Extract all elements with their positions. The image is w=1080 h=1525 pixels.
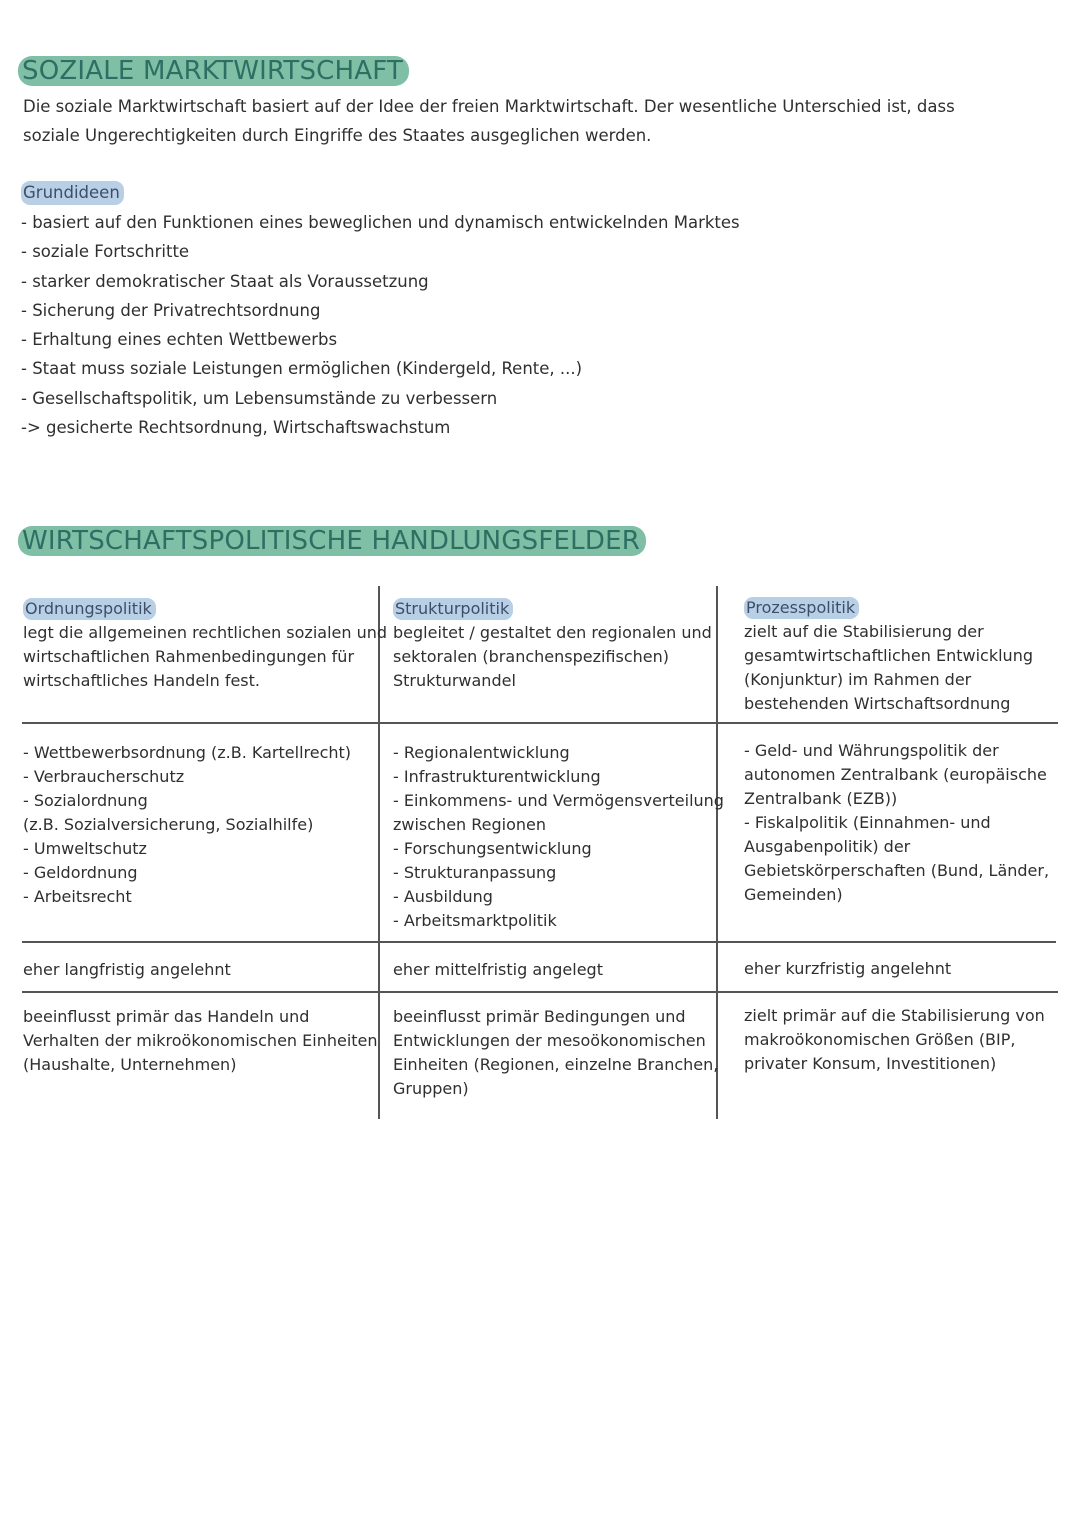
horizon-text: eher kurzfristig angelehnt	[744, 959, 952, 978]
section-title-soziale-marktwirtschaft: SOZIALE MARKTWIRTSCHAFT	[18, 56, 409, 86]
definition-line: (Konjunktur) im Rahmen der	[744, 670, 972, 689]
cell-ordnungspolitik-influence	[23, 1005, 378, 1077]
definition-line: bestehenden Wirtschaftsordnung	[744, 694, 1011, 713]
measure-item: zwischen Regionen	[393, 815, 547, 834]
list-item: - Erhaltung eines echten Wettbewerbs	[21, 330, 338, 350]
measure-item: Ausgabenpolitik) der	[744, 837, 911, 856]
grundideen-title: Grundideen	[21, 181, 124, 205]
cell-strukturpolitik-horizon	[393, 958, 603, 982]
row-divider	[22, 991, 1058, 993]
cell-ordnungspolitik-definition	[23, 597, 387, 693]
list-item: - basiert auf den Funktionen eines beweglichen und dynamisch entwickelnden Marktes	[21, 213, 740, 232]
measure-item: - Infrastrukturentwicklung	[393, 767, 601, 786]
cell-strukturpolitik-measures	[393, 741, 724, 933]
measure-item: Gemeinden)	[744, 885, 843, 904]
list-item: - Sicherung der Privatrechtsordnung	[21, 300, 321, 320]
influence-line: Entwicklungen der mesoökonomischen	[393, 1031, 706, 1050]
definition-line: legt die allgemeinen rechtlichen sozialen und	[23, 623, 388, 642]
list-item: - Staat muss soziale Leistungen ermöglichen (Kindergeld, Rente, ...)	[21, 359, 583, 379]
cell-ordnungspolitik-measures	[23, 741, 351, 909]
definition-line: wirtschaftlichen Rahmenbedingungen für	[23, 647, 355, 666]
influence-line: makroökonomischen Größen (BIP,	[744, 1030, 1016, 1049]
definition-line: Strukturwandel	[393, 671, 516, 690]
measure-item: - Ausbildung	[393, 887, 493, 906]
measure-item: - Forschungsentwicklung	[393, 839, 592, 858]
measure-item: - Strukturanpassung	[393, 863, 557, 882]
influence-line: beeinflusst primär das Handeln und	[23, 1007, 310, 1026]
definition-line: begleitet / gestaltet den regionalen und	[393, 623, 712, 642]
definition-line: zielt auf die Stabilisierung der	[744, 622, 984, 641]
section-title-handlungsfelder: WIRTSCHAFTSPOLITISCHE HANDLUNGSFELDER	[18, 526, 646, 556]
influence-line: (Haushalte, Unternehmen)	[23, 1055, 237, 1074]
measure-item: - Arbeitsmarktpolitik	[393, 911, 557, 930]
measure-item: - Sozialordnung	[23, 791, 148, 810]
influence-line: privater Konsum, Investitionen)	[744, 1054, 997, 1073]
list-item: - soziale Fortschritte	[21, 242, 190, 262]
cell-strukturpolitik-influence	[393, 1005, 718, 1101]
horizon-text: eher mittelfristig angelegt	[393, 960, 603, 979]
cell-strukturpolitik-definition	[393, 597, 712, 693]
measure-item: - Umweltschutz	[23, 839, 147, 858]
measure-item: Gebietskörperschaften (Bund, Länder,	[744, 861, 1050, 880]
row-divider	[22, 722, 1058, 724]
measure-item: (z.B. Sozialversicherung, Sozialhilfe)	[23, 815, 314, 834]
intro-paragraph	[23, 92, 1023, 150]
measure-item: Zentralbank (EZB))	[744, 789, 898, 808]
definition-line: gesamtwirtschaftlichen Entwicklung	[744, 646, 1033, 665]
list-item: - Gesellschaftspolitik, um Lebensumstände zu verbessern	[21, 388, 498, 408]
measure-item: - Fiskalpolitik (Einnahmen- und	[744, 813, 991, 832]
measure-item: - Einkommens- und Vermögensverteilung	[393, 791, 724, 810]
intro-line: Die soziale Marktwirtschaft basiert auf der Idee der freien Marktwirtschaft. Der wesentliche Unterschied ist, dass	[23, 97, 955, 116]
influence-line: Gruppen)	[393, 1079, 469, 1098]
cell-prozesspolitik-definition	[744, 596, 1033, 716]
row-divider	[22, 941, 1056, 943]
measure-item: - Geldordnung	[23, 863, 138, 882]
list-item: -> gesicherte Rechtsordnung, Wirtschaftswachstum	[21, 418, 451, 438]
influence-line: Einheiten (Regionen, einzelne Branchen,	[393, 1055, 719, 1074]
column-title-strukturpolitik: Strukturpolitik	[393, 598, 513, 620]
grundideen-heading	[21, 181, 124, 205]
influence-line: beeinflusst primär Bedingungen und	[393, 1007, 686, 1026]
measure-item: - Arbeitsrecht	[23, 887, 132, 906]
influence-line: zielt primär auf die Stabilisierung von	[744, 1006, 1045, 1025]
cell-ordnungspolitik-horizon	[23, 958, 231, 982]
measure-item: autonomen Zentralbank (europäische	[744, 765, 1047, 784]
measure-item: - Wettbewerbsordnung (z.B. Kartellrecht)	[23, 743, 352, 762]
column-title-ordnungspolitik: Ordnungspolitik	[23, 598, 156, 620]
definition-line: wirtschaftliches Handeln fest.	[23, 671, 260, 690]
influence-line: Verhalten der mikroökonomischen Einheiten	[23, 1031, 378, 1050]
measure-item: - Geld- und Währungspolitik der	[744, 741, 999, 760]
cell-prozesspolitik-horizon	[744, 957, 951, 981]
grundideen-list	[21, 208, 740, 442]
measure-item: - Regionalentwicklung	[393, 743, 570, 762]
definition-line: sektoralen (branchenspezifischen)	[393, 647, 670, 666]
measure-item: - Verbraucherschutz	[23, 767, 185, 786]
cell-prozesspolitik-influence	[744, 1004, 1045, 1076]
horizon-text: eher langfristig angelehnt	[23, 960, 231, 979]
list-item: - starker demokratischer Staat als Voraussetzung	[21, 271, 429, 291]
cell-prozesspolitik-measures	[744, 739, 1049, 907]
intro-line: soziale Ungerechtigkeiten durch Eingriffe des Staates ausgeglichen werden.	[23, 126, 652, 145]
column-title-prozesspolitik: Prozesspolitik	[744, 597, 859, 619]
